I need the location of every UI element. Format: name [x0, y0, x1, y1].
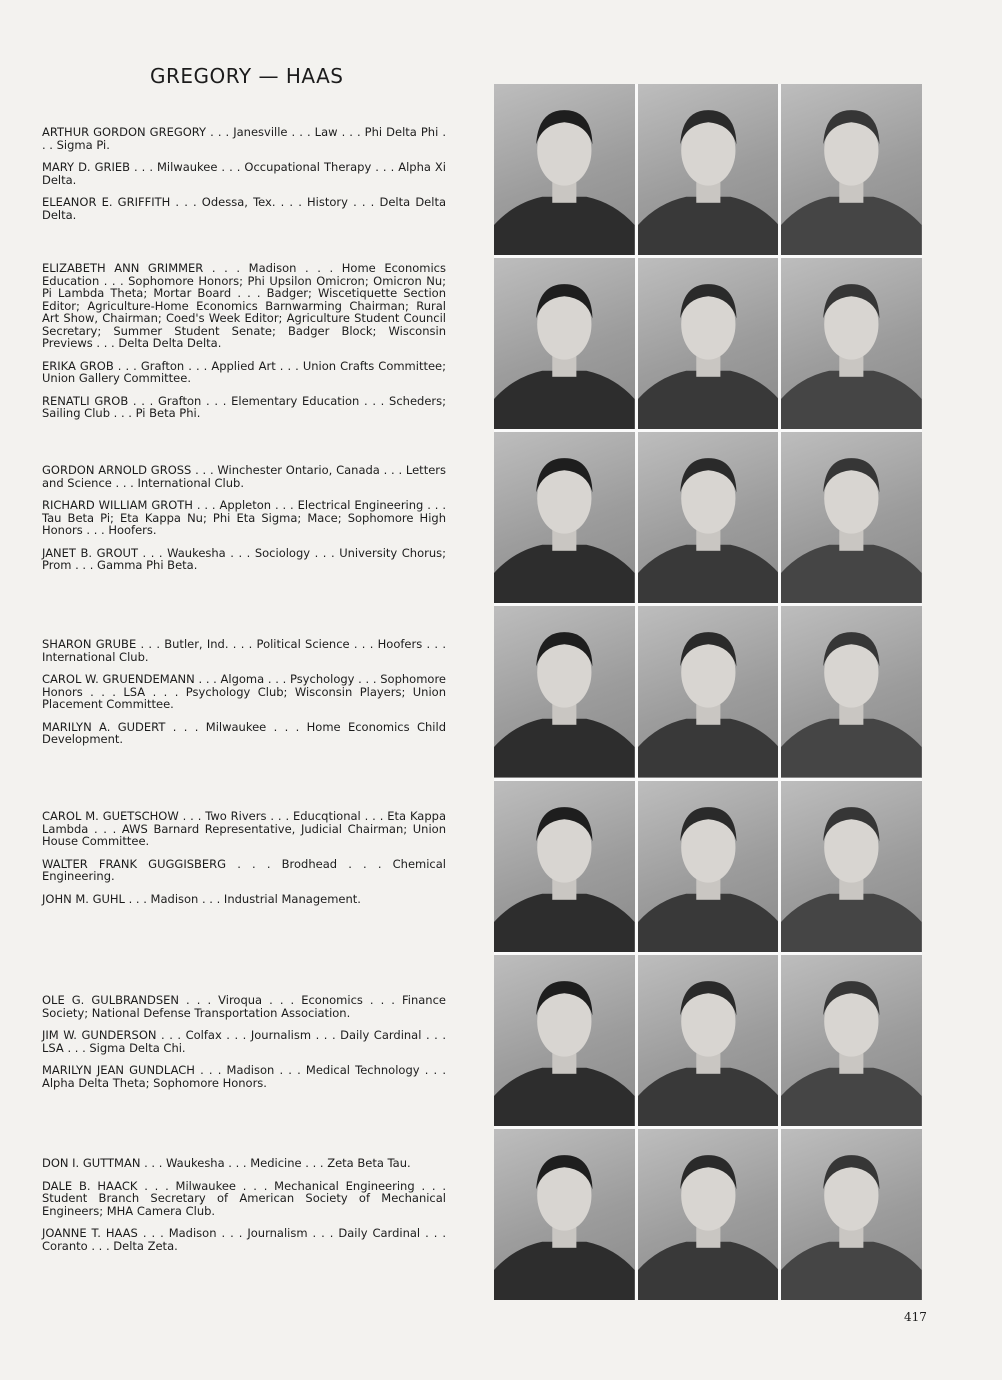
entry-group-5 — [42, 810, 446, 915]
portrait-guggisberg — [638, 781, 779, 952]
portrait-grid — [494, 84, 922, 1300]
entry-groth: RICHARD WILLIAM GROTH . . . Appleton . . . Electrical Engineering . . . Tau Beta Pi; Eta Kappa Nu; Phi Eta Sigma; Mace; Sophomore High Honors . . . Hoofers. — [42, 498, 446, 537]
portrait-renatli-grob — [781, 258, 922, 429]
entry-haack: DALE B. HAACK . . . Milwaukee . . . Mechanical Engineering . . . Student Branch Secretary of American Society of Mechanical Engineers; MHA Camera Club. — [42, 1178, 446, 1218]
entry-guetschow: CAROL M. GUETSCHOW . . . Two Rivers . . . Educqtional . . . Eta Kappa Lambda . . . AWS Barnard Representative, Judicial Chairman; Union House Committee. — [42, 809, 446, 848]
entry-grieb: MARY D. GRIEB . . . Milwaukee . . . Occupational Therapy . . . Alpha Xi Delta. — [42, 160, 446, 187]
entry-erika-grob: ERIKA GROB . . . Grafton . . . Applied Art . . . Union Crafts Committee; Union Gallery Committee. — [42, 358, 446, 385]
portrait-guhl — [781, 781, 922, 952]
portrait-groth — [638, 432, 779, 603]
entry-griffith: ELEANOR E. GRIFFITH . . . Odessa, Tex. . . . History . . . Delta Delta Delta. — [42, 195, 446, 222]
entry-haas: JOANNE T. HAAS . . . Madison . . . Journalism . . . Daily Cardinal . . . Coranto . . . Delta Zeta. — [42, 1226, 446, 1253]
portrait-grout — [781, 432, 922, 603]
portrait-guetschow — [494, 781, 635, 952]
entry-gross: GORDON ARNOLD GROSS . . . Winchester Ontario, Canada . . . Letters and Science . . . International Club. — [42, 463, 446, 490]
entry-grimmer: ELIZABETH ANN GRIMMER . . . Madison . . . Home Economics Education . . . Sophomore Honors; Phi Upsilon Omicron; Omicron Nu; Pi Lambda Theta; Mortar Board . . . Badger; Wiscetiquette Section Editor; Agriculture-Home Economics Barnwarming Chairman; Rural Art Show, Chairman; Coed's Week Editor; Agriculture Student Council Secretary; Summer Student Senate; Badger Block; Wisconsin Previews . . . Delta Delta Delta. — [42, 261, 446, 350]
entry-gunderson: JIM W. GUNDERSON . . . Colfax . . . Journalism . . . Daily Cardinal . . . LSA . . . Sigma Delta Chi. — [42, 1028, 446, 1055]
entry-gregory: ARTHUR GORDON GREGORY . . . Janesville . . . Law . . . Phi Delta Phi . . . Sigma Pi. — [42, 125, 446, 152]
entry-gruendemann: CAROL W. GRUENDEMANN . . . Algoma . . . Psychology . . . Sophomore Honors . . . LSA . . . Psychology Club; Wisconsin Players; Union Placement Committee. — [42, 672, 446, 711]
entry-gulbrandsen: OLE G. GULBRANDSEN . . . Viroqua . . . Economics . . . Finance Society; National Defense Transportation Association. — [42, 993, 446, 1020]
entry-group-6 — [42, 994, 446, 1099]
page-number: 417 — [904, 1310, 927, 1324]
entry-grout: JANET B. GROUT . . . Waukesha . . . Sociology . . . University Chorus; Prom . . . Gamma Phi Beta. — [42, 545, 446, 572]
portrait-grieb — [638, 84, 779, 255]
portrait-gulbrandsen — [494, 955, 635, 1126]
entry-guggisberg: WALTER FRANK GUGGISBERG . . . Brodhead . . . Chemical Engineering. — [42, 856, 446, 883]
entry-group-7 — [42, 1157, 446, 1262]
portrait-gross — [494, 432, 635, 603]
portrait-gundlach — [781, 955, 922, 1126]
portrait-gunderson — [638, 955, 779, 1126]
entry-group-3 — [42, 464, 446, 582]
portrait-guttman — [494, 1129, 635, 1300]
entry-group-2 — [42, 262, 446, 430]
portrait-haas — [781, 1129, 922, 1300]
entry-renatli-grob: RENATLI GROB . . . Grafton . . . Elementary Education . . . Scheders; Sailing Club . . . Pi Beta Phi. — [42, 393, 446, 420]
portrait-grimmer — [494, 258, 635, 429]
portrait-gruendemann — [638, 606, 779, 777]
portrait-erika-grob — [638, 258, 779, 429]
entry-group-1 — [42, 126, 446, 231]
entry-gudert: MARILYN A. GUDERT . . . Milwaukee . . . Home Economics Child Development. — [42, 719, 446, 746]
entry-gundlach: MARILYN JEAN GUNDLACH . . . Madison . . . Medical Technology . . . Alpha Delta Theta; Sophomore Honors. — [42, 1063, 446, 1090]
page-title: GREGORY — HAAS — [150, 64, 344, 88]
entry-guttman: DON I. GUTTMAN . . . Waukesha . . . Medicine . . . Zeta Beta Tau. — [42, 1156, 411, 1170]
portrait-grube — [494, 606, 635, 777]
portrait-gudert — [781, 606, 922, 777]
portrait-haack — [638, 1129, 779, 1300]
portrait-gregory — [494, 84, 635, 255]
entry-group-4 — [42, 638, 446, 756]
portrait-griffith — [781, 84, 922, 255]
entry-guhl: JOHN M. GUHL . . . Madison . . . Industrial Management. — [42, 891, 361, 906]
entry-grube: SHARON GRUBE . . . Butler, Ind. . . . Political Science . . . Hoofers . . . International Club. — [42, 637, 446, 664]
